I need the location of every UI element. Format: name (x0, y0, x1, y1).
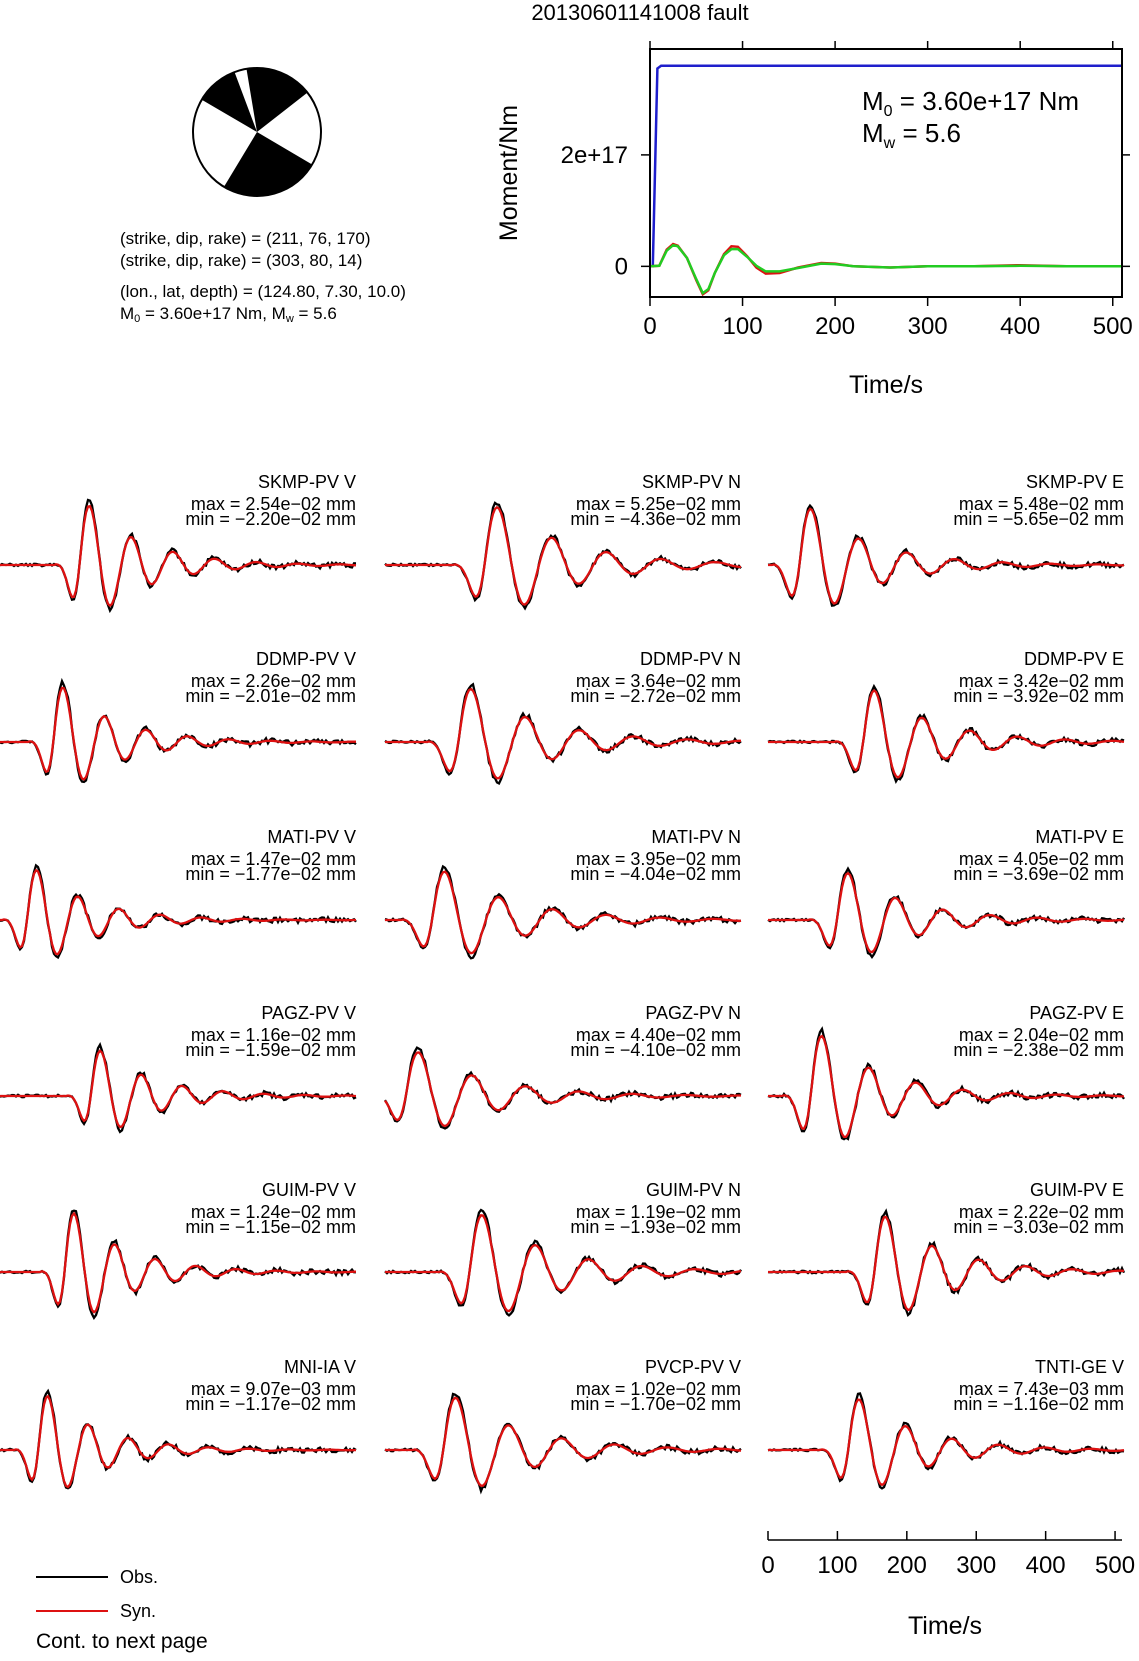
trace-min-label: min = −2.20e−02 mm (185, 509, 356, 529)
trace-xtick-label-0: 0 (761, 1552, 775, 1579)
trace-station-label: DDMP-PV E (1023, 649, 1124, 669)
moment-ytick-label-0: 0 (614, 253, 628, 281)
trace-min-label: min = −1.17e−02 mm (185, 1394, 356, 1414)
trace-station-label: MNI-IA V (283, 1357, 356, 1377)
synthetic-trace (385, 1053, 741, 1127)
page-title: 20130601141008 fault (531, 0, 749, 25)
trace-min-label: min = −3.92e−02 mm (953, 686, 1124, 706)
trace-panel (0, 649, 356, 782)
trace-panel (768, 827, 1124, 957)
trace-station-label: GUIM-PV V (261, 1180, 356, 1200)
trace-min-label: min = −1.16e−02 mm (953, 1394, 1124, 1414)
trace-max-label: max = 4.40e−02 mm (575, 1025, 741, 1045)
moment-xtick-label-1: 100 (722, 313, 763, 340)
trace-panel (385, 827, 741, 958)
trace-min-label: min = −3.03e−02 mm (953, 1217, 1124, 1237)
nodal-plane-1: (strike, dip, rake) = (211, 76, 170) (120, 229, 371, 248)
trace-max-label: max = 1.16e−02 mm (190, 1025, 356, 1045)
trace-max-label: max = 1.47e−02 mm (190, 849, 356, 869)
trace-station-label: PAGZ-PV V (261, 1003, 356, 1023)
trace-station-label: TNTI-GE V (1035, 1357, 1124, 1377)
trace-station-label: GUIM-PV E (1029, 1180, 1124, 1200)
trace-station-label: DDMP-PV N (639, 649, 741, 669)
legend (36, 1560, 158, 1628)
trace-x-axis-label: Time/s (907, 1612, 983, 1640)
moment-xtick-label-2: 200 (815, 313, 856, 340)
moment-xtick-label-5: 500 (1092, 313, 1133, 340)
trace-max-label: max = 2.04e−02 mm (958, 1025, 1124, 1045)
legend-obs-label: Obs. (120, 1567, 159, 1587)
trace-panel (385, 649, 741, 783)
moment-x-axis-label: Time/s (848, 371, 924, 399)
trace-max-label: max = 5.48e−02 mm (958, 494, 1124, 514)
trace-min-label: min = −4.10e−02 mm (570, 1040, 741, 1060)
moment-xtick-label-3: 300 (907, 313, 948, 340)
trace-min-label: min = −1.77e−02 mm (185, 864, 356, 884)
moment-xtick-label-0: 0 (643, 313, 657, 340)
trace-max-label: max = 2.22e−02 mm (958, 1202, 1124, 1222)
trace-panel (0, 1180, 356, 1318)
mw-value: 5.6 (313, 304, 337, 323)
trace-station-label: PVCP-PV V (644, 1357, 741, 1377)
trace-xtick-label-3: 300 (956, 1552, 997, 1579)
trace-max-label: max = 1.19e−02 mm (575, 1202, 741, 1222)
trace-min-label: min = −1.70e−02 mm (570, 1394, 741, 1414)
moment-y-axis-label: Moment/Nm (495, 104, 523, 242)
trace-panel (768, 472, 1124, 606)
trace-max-label: max = 1.02e−02 mm (575, 1379, 741, 1399)
trace-min-label: min = −2.38e−02 mm (953, 1040, 1124, 1060)
synthetic-trace (0, 1051, 356, 1127)
trace-station-label: MATI-PV V (267, 827, 356, 847)
legend-syn-label: Syn. (120, 1601, 157, 1621)
trace-station-label: SKMP-PV N (641, 472, 741, 492)
trace-station-label: PAGZ-PV E (1029, 1003, 1124, 1023)
trace-max-label: max = 2.54e−02 mm (190, 494, 356, 514)
trace-max-label: max = 3.42e−02 mm (958, 671, 1124, 691)
trace-panel (768, 1003, 1124, 1139)
trace-station-label: DDMP-PV V (255, 649, 356, 669)
trace-max-label: max = 7.43e−03 mm (958, 1379, 1124, 1399)
syn-line-swatch (36, 1610, 108, 1612)
trace-min-label: min = −4.04e−02 mm (570, 864, 741, 884)
trace-panel (385, 472, 741, 608)
trace-max-label: max = 4.05e−02 mm (958, 849, 1124, 869)
continue-note: Cont. to next page (36, 1630, 208, 1653)
trace-panel (385, 1357, 741, 1491)
obs-line-swatch (36, 1576, 108, 1578)
trace-min-label: min = −3.69e−02 mm (953, 864, 1124, 884)
trace-panel (0, 1357, 356, 1488)
trace-max-label: max = 1.24e−02 mm (190, 1202, 356, 1222)
trace-station-label: SKMP-PV V (257, 472, 356, 492)
moment-ytick-label-1: 2e+17 (560, 141, 628, 169)
trace-xtick-label-1: 100 (817, 1552, 858, 1579)
trace-xtick-label-2: 200 (886, 1552, 927, 1579)
trace-station-label: PAGZ-PV N (645, 1003, 741, 1023)
trace-station-label: SKMP-PV E (1025, 472, 1124, 492)
trace-max-label: max = 2.26e−02 mm (190, 671, 356, 691)
trace-min-label: min = −5.65e−02 mm (953, 509, 1124, 529)
trace-min-label: min = −2.01e−02 mm (185, 686, 356, 706)
hypocenter-location: (lon., lat, depth) = (124.80, 7.30, 10.0) (120, 282, 406, 301)
trace-min-label: min = −4.36e−02 mm (570, 509, 741, 529)
trace-panel (385, 1180, 741, 1315)
trace-station-label: MATI-PV N (651, 827, 741, 847)
legend-obs (36, 1560, 158, 1594)
trace-xtick-label-5: 500 (1095, 1552, 1136, 1579)
trace-min-label: min = −2.72e−02 mm (570, 686, 741, 706)
moment-xtick-label-4: 400 (1000, 313, 1041, 340)
moment-m0-annotation: $M_0 = 3.60e+17$ Nm (862, 86, 1080, 120)
trace-panel (0, 827, 356, 957)
trace-min-label: min = −1.59e−02 mm (185, 1040, 356, 1060)
magnitude-line: $M_0 = 3.60e+17$ Nm, $M_w = 5.6$ (120, 304, 337, 325)
trace-station-label: GUIM-PV N (645, 1180, 741, 1200)
trace-max-label: max = 3.64e−02 mm (575, 671, 741, 691)
trace-panel (768, 649, 1124, 781)
trace-min-label: min = −1.15e−02 mm (185, 1217, 356, 1237)
trace-xtick-label-4: 400 (1025, 1552, 1066, 1579)
legend-syn (36, 1594, 158, 1628)
trace-panel (0, 472, 356, 611)
trace-panel (385, 1003, 741, 1129)
trace-max-label: max = 5.25e−02 mm (575, 494, 741, 514)
trace-panel (768, 1180, 1124, 1315)
trace-panel (768, 1357, 1124, 1488)
trace-station-label: MATI-PV E (1035, 827, 1124, 847)
trace-min-label: min = −1.93e−02 mm (570, 1217, 741, 1237)
trace-panel (0, 1003, 356, 1132)
moment-mw-annotation: $M_w = 5.6$ (862, 118, 962, 152)
trace-max-label: max = 9.07e−03 mm (190, 1379, 356, 1399)
nodal-plane-2: (strike, dip, rake) = (303, 80, 14) (120, 251, 363, 270)
m0-value: 3.60e+17 Nm (159, 304, 263, 323)
trace-max-label: max = 3.95e−02 mm (575, 849, 741, 869)
